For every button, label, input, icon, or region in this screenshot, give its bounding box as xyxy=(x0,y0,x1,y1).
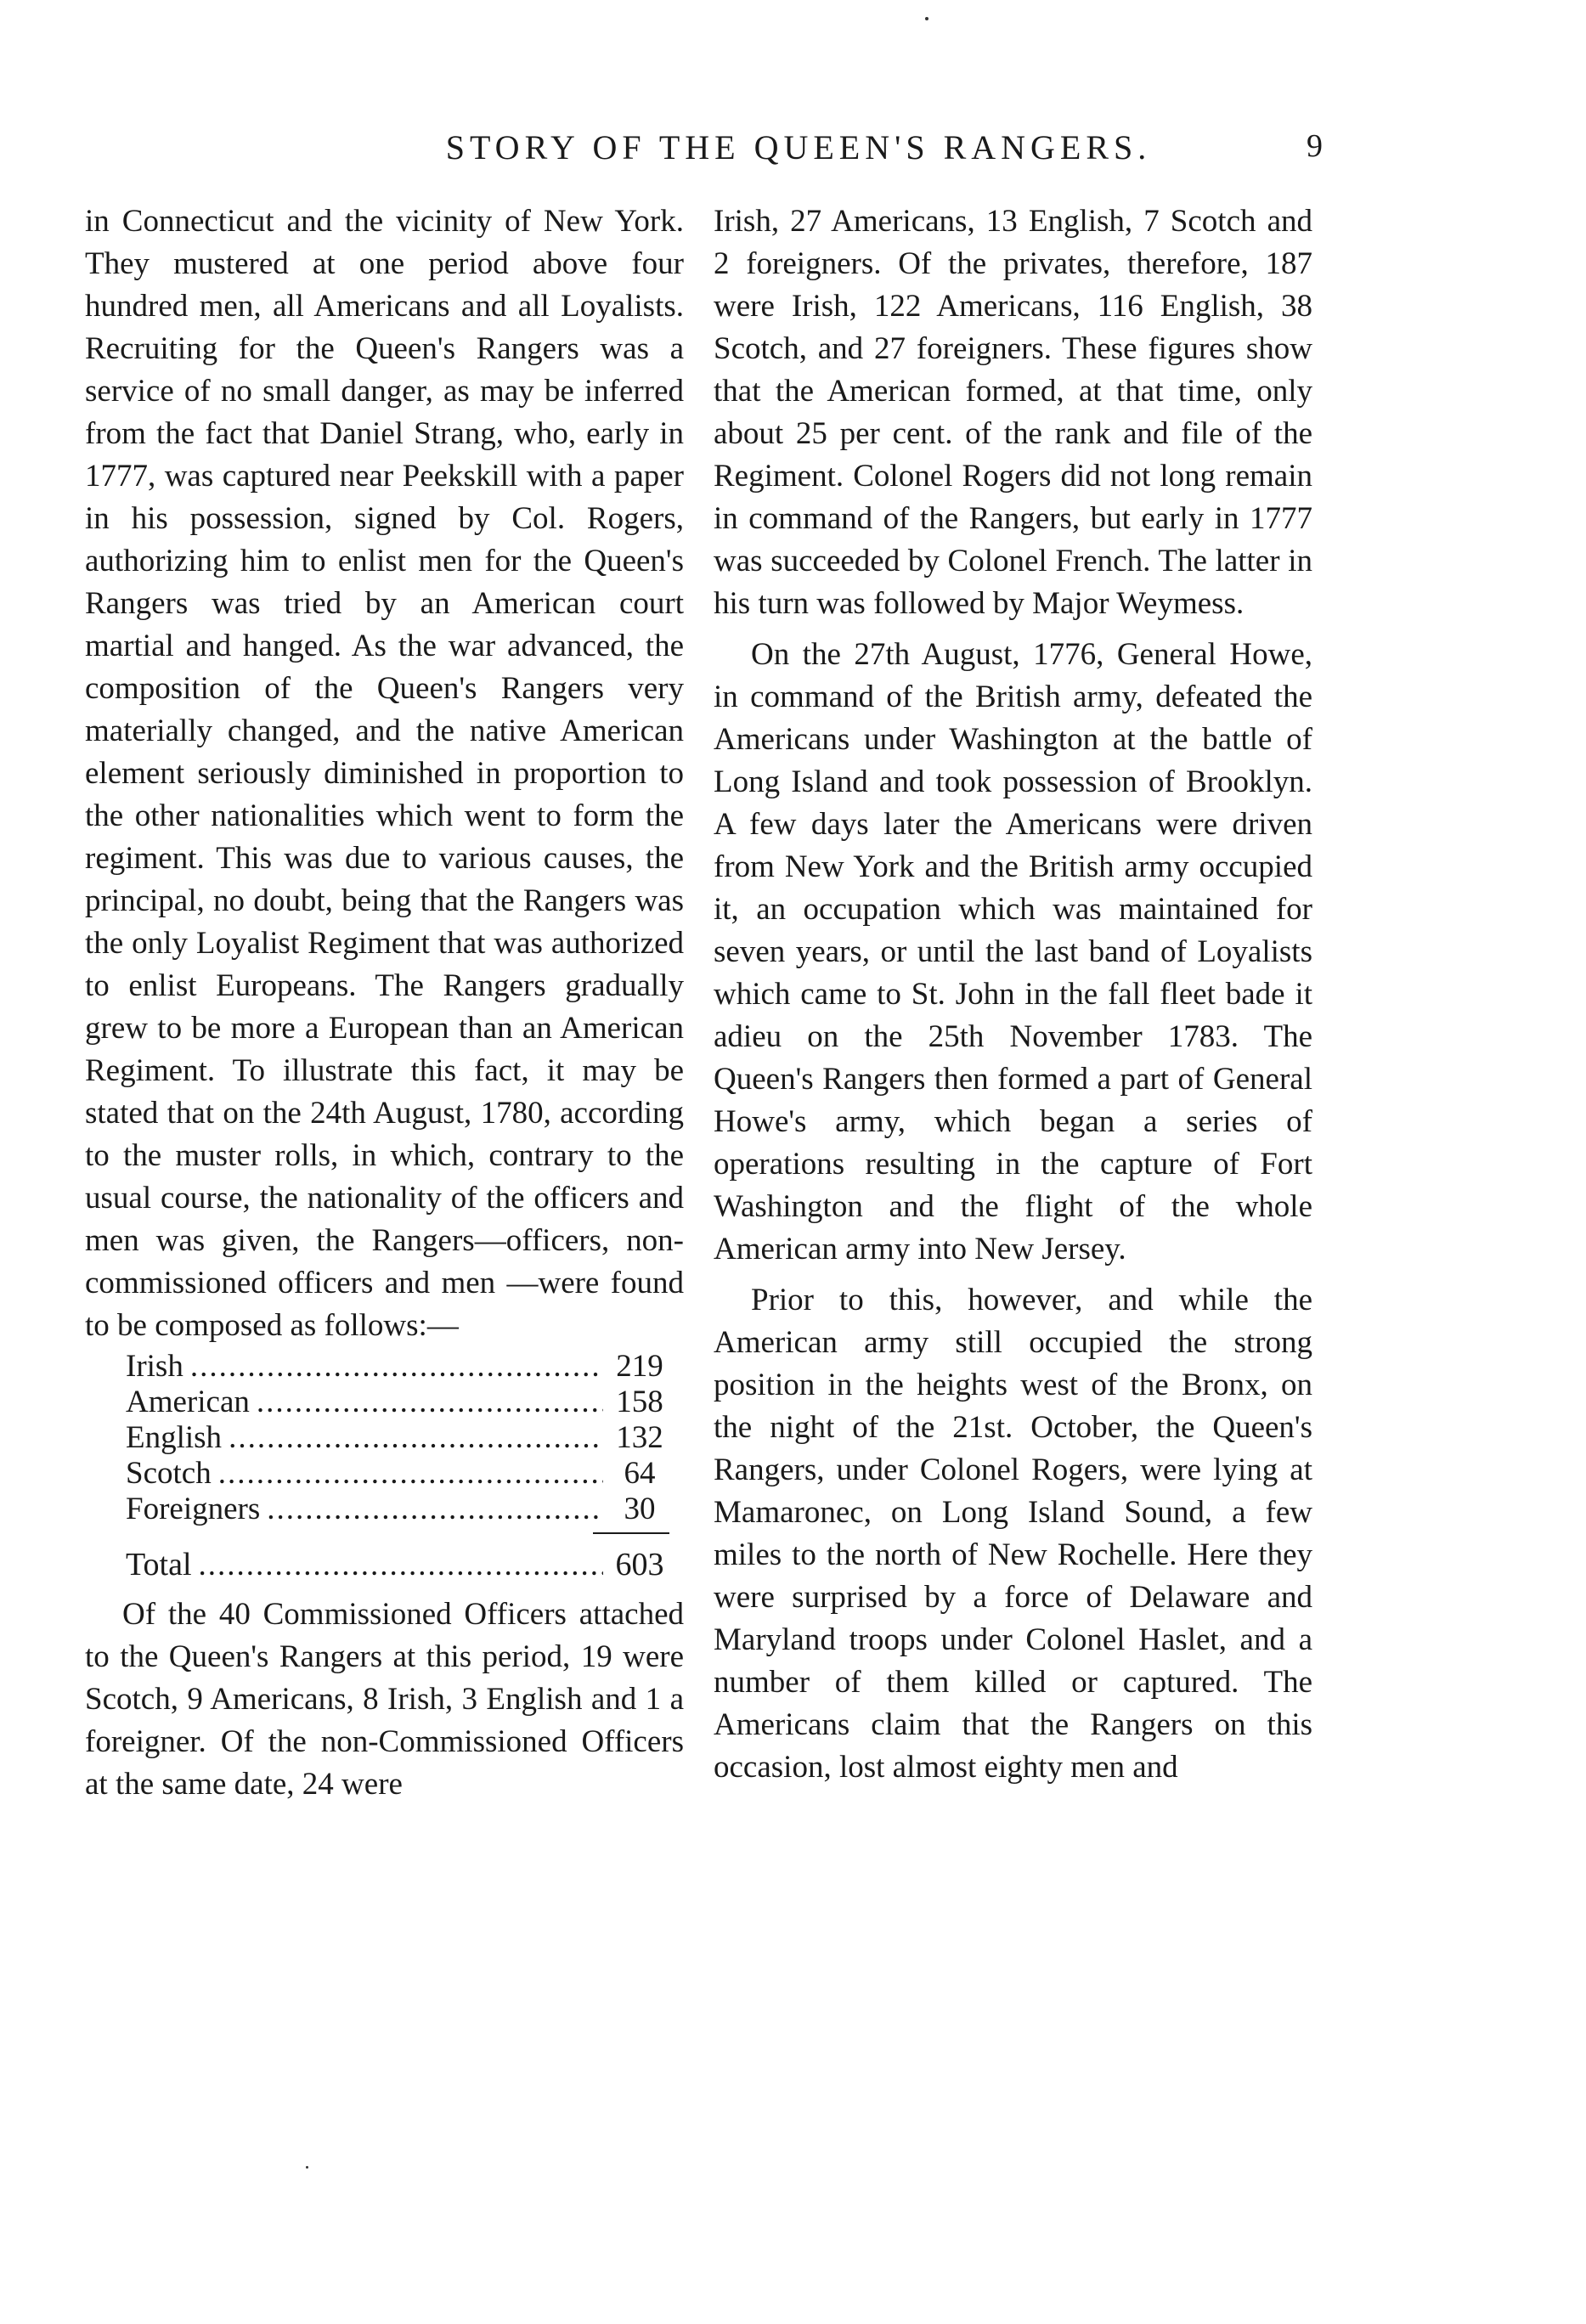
dot-leader xyxy=(229,1420,603,1456)
dot-leader xyxy=(267,1492,603,1527)
tally-label: Irish xyxy=(126,1349,183,1384)
right-paragraph-1: Irish, 27 Americans, 13 English, 7 Scotch and 2 foreigners. Of the privates, therefore, 187 were Irish, 122 Americans, 116 English, 38 Scotch, and 27 foreigners. These figures show that the American formed, at that time, only about 25 per cent. of the rank and file of the Regiment. Colonel Rogers did not long remain in command of the Rangers, but early in 1777 was succeeded by Colonel French. The latter in his turn was followed by Major Weymess. xyxy=(714,204,1312,621)
tally-total-row xyxy=(126,1544,669,1585)
dot-leader xyxy=(190,1349,603,1385)
right-paragraph-3: Prior to this, however, and while the American army still occupied the strong position in the heights west of the Bronx, on the night of the 21st. October, the Queen's Rangers, under Colonel Rogers, were lying at Mamaronec, on Long Island Sound, a few miles to the north of New Rochelle. Here they were surprised by a force of Delaware and Maryland troops under Colonel Haslet, and a number of them killed or captured. The Americans claim that the Rangers on this occasion, lost almost eighty men and xyxy=(714,1283,1312,1785)
page-number: 9 xyxy=(1307,128,1323,164)
tally-value: 64 xyxy=(624,1456,656,1491)
tally-label: Scotch xyxy=(126,1456,212,1491)
tally-value: 158 xyxy=(616,1385,663,1419)
total-label: Total xyxy=(126,1547,192,1582)
tally-value: 30 xyxy=(624,1492,656,1526)
dot-leader xyxy=(199,1545,603,1586)
tally-label: English xyxy=(126,1420,223,1455)
print-speck xyxy=(925,17,928,20)
tally-row xyxy=(126,1420,669,1456)
left-paragraph-1: in Connecticut and the vicinity of New York. They mustered at one period above four hundred men, all Americans and all Loyalists. Recruiting for the Queen's Rangers was a service of no small danger, as may be inferred from the fact that Daniel Strang, who, early in 1777, was captured near Peekskill with a paper in his possession, signed by Col. Rogers, authorizing him to enlist men for the Queen's Rangers was tried by an American court martial and hanged. As the war advanced, the composition of the Queen's Rangers very materially changed, and the native American element seriously diminished in proportion to the other nationalities which went to form the regiment. This was due to various causes, the principal, no doubt, being that the Rangers was the only Loyalist Regiment that was authorized to enlist Europeans. The Rangers gradually grew to be more a European than an American Regiment. To illustrate this fact, it may be stated that on the 24th August, 1780, according to the muster rolls, in which, contrary to the usual course, the nationality of the officers and men was given, the Rangers—officers, non-commissioned officers and men —were found to be composed as follows:— xyxy=(85,204,684,1343)
tally-label: Foreigners xyxy=(126,1492,261,1526)
dot-leader xyxy=(257,1385,603,1420)
tally-value: 132 xyxy=(616,1420,663,1455)
right-paragraph-2: On the 27th August, 1776, General Howe, in command of the British army, defeated the Americans under Washington at the battle of Long Island and took possession of Brooklyn. A few days later the Americans were driven from New York and the British army occupied it, an occupation which was maintained for seven years, or until the last band of Loyalists which came to St. John in the fall fleet bade it adieu on the 25th November 1783. The Queen's Rangers then formed a part of General Howe's army, which began a series of operations resulting in the capture of Fort Washington and the flight of the whole American army into New Jersey. xyxy=(714,637,1312,1266)
running-title: STORY OF THE QUEEN'S RANGERS. xyxy=(445,128,1152,166)
total-value: 603 xyxy=(615,1547,664,1582)
right-column xyxy=(714,200,1312,1789)
sum-rule xyxy=(593,1532,669,1534)
print-speck xyxy=(306,2166,308,2169)
tally-row xyxy=(126,1456,669,1492)
left-paragraph-2: Of the 40 Commissioned Officers attached to the Queen's Rangers at this period, 19 were Scotch, 9 Americans, 8 Irish, 3 English and 1 a foreigner. Of the non-Commissioned Officers at the same date, 24 were xyxy=(85,1597,684,1802)
tally-row xyxy=(126,1349,669,1385)
tally-row xyxy=(126,1385,669,1420)
dot-leader xyxy=(218,1456,603,1492)
tally-label: American xyxy=(126,1385,250,1419)
page-header xyxy=(0,127,1586,178)
left-column xyxy=(85,200,684,1806)
tally-value: 219 xyxy=(616,1349,663,1384)
nationality-tally xyxy=(126,1349,669,1585)
tally-row xyxy=(126,1492,669,1527)
